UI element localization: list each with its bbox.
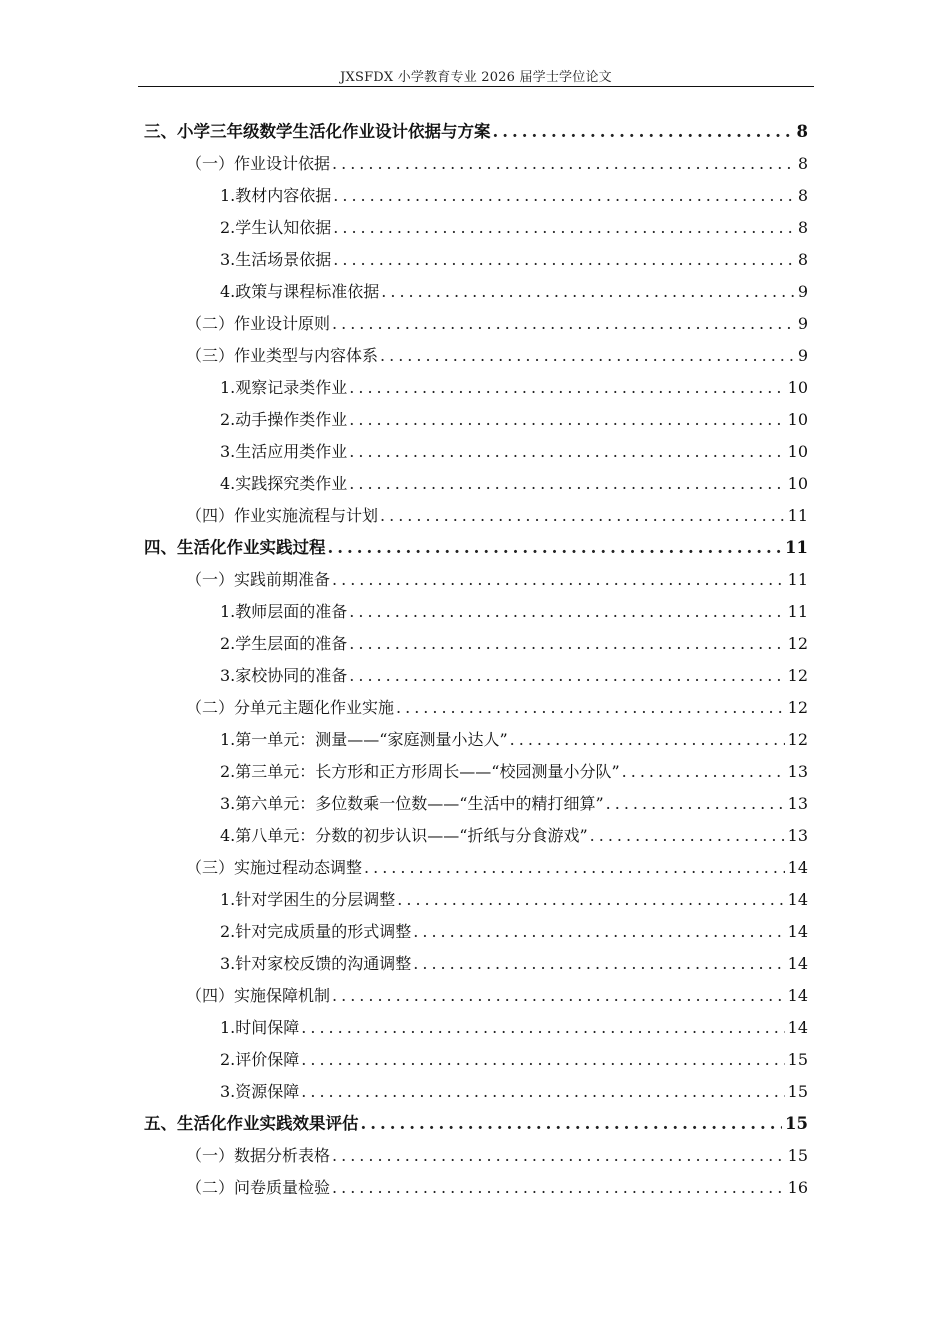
toc-entry-page-number: 10 — [787, 442, 808, 461]
toc-entry-page-number: 11 — [787, 506, 808, 525]
toc-entry-page-number: 12 — [787, 698, 808, 717]
dot-leader — [349, 436, 784, 468]
dot-leader — [413, 948, 784, 980]
dot-leader — [328, 532, 783, 564]
toc-entry[interactable] — [140, 1108, 808, 1140]
toc-entry-label: 3.资源保障 — [220, 1082, 300, 1101]
dot-leader — [332, 1172, 785, 1204]
toc-entry-page-number: 10 — [787, 474, 808, 493]
dot-leader — [333, 180, 795, 212]
toc-entry-label: 3.生活应用类作业 — [220, 442, 348, 461]
toc-entry-page-number: 11 — [787, 570, 808, 589]
dot-leader — [333, 244, 795, 276]
toc-entry[interactable] — [140, 116, 808, 148]
toc-entry-label: 3.生活场景依据 — [220, 250, 332, 269]
toc-entry-page-number: 14 — [787, 922, 808, 941]
toc-entry-page-number: 8 — [796, 122, 808, 141]
toc-entry[interactable] — [140, 916, 808, 948]
toc-entry-label: （四）实施保障机制 — [186, 986, 331, 1005]
toc-entry-page-number: 16 — [787, 1178, 808, 1197]
dot-leader — [397, 884, 784, 916]
dot-leader — [510, 724, 785, 756]
toc-entry-label: 4.政策与课程标准依据 — [220, 282, 380, 301]
toc-entry-label: 2.第三单元：长方形和正方形周长——“校园测量小分队” — [220, 762, 620, 781]
toc-entry-page-number: 12 — [787, 634, 808, 653]
dot-leader — [380, 500, 785, 532]
toc-entry[interactable] — [140, 1076, 808, 1108]
toc-entry-label: （一）实践前期准备 — [186, 570, 331, 589]
toc-entry-label: 1.时间保障 — [220, 1018, 300, 1037]
dot-leader — [301, 1044, 784, 1076]
toc-entry-page-number: 15 — [785, 1114, 808, 1133]
toc-entry-label: 4.第八单元：分数的初步认识——“折纸与分食游戏” — [220, 826, 588, 845]
toc-entry-label: 1.针对学困生的分层调整 — [220, 890, 396, 909]
dot-leader — [332, 564, 785, 596]
dot-leader — [606, 788, 785, 820]
dot-leader — [332, 308, 795, 340]
toc-entry-page-number: 12 — [787, 666, 808, 685]
toc-entry-label: （二）分单元主题化作业实施 — [186, 698, 395, 717]
toc-entry[interactable] — [140, 372, 808, 404]
toc-entry[interactable] — [140, 1140, 808, 1172]
dot-leader — [380, 340, 795, 372]
toc-entry[interactable] — [140, 852, 808, 884]
running-header: JXSFDX 小学教育专业 2026 届学士学位论文 — [340, 70, 612, 85]
toc-entry[interactable] — [140, 436, 808, 468]
dot-leader — [333, 212, 795, 244]
toc-entry-page-number: 9 — [797, 346, 808, 365]
toc-entry[interactable] — [140, 500, 808, 532]
toc-entry-label: （三）作业类型与内容体系 — [186, 346, 379, 365]
toc-entry[interactable] — [140, 596, 808, 628]
dot-leader — [622, 756, 785, 788]
dot-leader — [332, 980, 785, 1012]
dot-leader — [301, 1076, 784, 1108]
toc-entry[interactable] — [140, 948, 808, 980]
toc-entry-label: 1.教师层面的准备 — [220, 602, 348, 621]
toc-entry-label: （四）作业实施流程与计划 — [186, 506, 379, 525]
toc-entry[interactable] — [140, 1012, 808, 1044]
toc-entry[interactable] — [140, 308, 808, 340]
toc-entry-page-number: 14 — [787, 890, 808, 909]
toc-entry-page-number: 14 — [787, 1018, 808, 1037]
toc-entry-page-number: 15 — [787, 1146, 808, 1165]
toc-entry-page-number: 14 — [787, 986, 808, 1005]
toc-entry-page-number: 11 — [785, 538, 808, 557]
toc-entry-page-number: 8 — [797, 218, 808, 237]
toc-entry-page-number: 14 — [787, 858, 808, 877]
dot-leader — [349, 628, 784, 660]
dot-leader — [332, 1140, 785, 1172]
dot-leader — [364, 852, 785, 884]
toc-entry[interactable] — [140, 148, 808, 180]
toc-entry-label: 2.评价保障 — [220, 1050, 300, 1069]
toc-entry-page-number: 15 — [787, 1082, 808, 1101]
toc-entry[interactable] — [140, 820, 808, 852]
toc-entry[interactable] — [140, 340, 808, 372]
dot-leader — [590, 820, 785, 852]
toc-entry-label: （三）实施过程动态调整 — [186, 858, 363, 877]
dot-leader — [349, 468, 784, 500]
toc-entry-page-number: 13 — [787, 826, 808, 845]
dot-leader — [381, 276, 795, 308]
toc-entry-page-number: 13 — [787, 762, 808, 781]
toc-entry[interactable] — [140, 180, 808, 212]
toc-entry-label: （二）作业设计原则 — [186, 314, 331, 333]
toc-entry-label: （一）数据分析表格 — [186, 1146, 331, 1165]
dot-leader — [396, 692, 785, 724]
header-rule — [138, 86, 814, 87]
toc-entry-page-number: 8 — [797, 186, 808, 205]
dot-leader — [361, 1108, 783, 1140]
toc-entry[interactable] — [140, 884, 808, 916]
toc-entry[interactable] — [140, 756, 808, 788]
toc-entry-label: 五、生活化作业实践效果评估 — [144, 1114, 359, 1133]
toc-entry[interactable] — [140, 244, 808, 276]
toc-entry-label: 4.实践探究类作业 — [220, 474, 348, 493]
toc-entry[interactable] — [140, 212, 808, 244]
toc-entry-page-number: 15 — [787, 1050, 808, 1069]
toc-entry-label: （一）作业设计依据 — [186, 154, 331, 173]
toc-entry[interactable] — [140, 564, 808, 596]
dot-leader — [349, 660, 784, 692]
dot-leader — [349, 404, 784, 436]
dot-leader — [301, 1012, 784, 1044]
dot-leader — [349, 596, 784, 628]
toc-entry[interactable] — [140, 788, 808, 820]
toc-entry-label: 2.学生层面的准备 — [220, 634, 348, 653]
toc-entry-page-number: 9 — [797, 282, 808, 301]
toc-entry[interactable] — [140, 660, 808, 692]
toc-entry[interactable] — [140, 724, 808, 756]
toc-entry-label: 2.针对完成质量的形式调整 — [220, 922, 412, 941]
toc-entry-label: 四、生活化作业实践过程 — [144, 538, 326, 557]
toc-entry-page-number: 8 — [797, 250, 808, 269]
dot-leader — [413, 916, 784, 948]
toc-entry-page-number: 11 — [787, 602, 808, 621]
dot-leader — [349, 372, 784, 404]
dot-leader — [493, 116, 794, 148]
toc-entry-page-number: 10 — [787, 378, 808, 397]
toc-entry[interactable] — [140, 628, 808, 660]
toc-entry-label: 三、小学三年级数学生活化作业设计依据与方案 — [144, 122, 491, 141]
toc-entry-page-number: 8 — [797, 154, 808, 173]
toc-entry-label: 3.家校协同的准备 — [220, 666, 348, 685]
dot-leader — [332, 148, 795, 180]
toc-entry-label: 3.第六单元：多位数乘一位数——“生活中的精打细算” — [220, 794, 604, 813]
toc-entry-page-number: 13 — [787, 794, 808, 813]
toc-entry-label: 1.教材内容依据 — [220, 186, 332, 205]
toc-entry-label: 1.第一单元：测量——“家庭测量小达人” — [220, 730, 508, 749]
toc-entry[interactable] — [140, 1172, 808, 1204]
toc-entry[interactable] — [140, 468, 808, 500]
toc-entry-label: 3.针对家校反馈的沟通调整 — [220, 954, 412, 973]
toc-entry-label: 1.观察记录类作业 — [220, 378, 348, 397]
toc-entry[interactable] — [140, 1044, 808, 1076]
toc-entry[interactable] — [140, 692, 808, 724]
toc-entry-page-number: 9 — [797, 314, 808, 333]
toc-entry-page-number: 14 — [787, 954, 808, 973]
toc-entry[interactable] — [140, 980, 808, 1012]
toc-entry[interactable] — [140, 276, 808, 308]
toc-entry-label: （二）问卷质量检验 — [186, 1178, 331, 1197]
toc-entry-page-number: 10 — [787, 410, 808, 429]
toc-entry-label: 2.学生认知依据 — [220, 218, 332, 237]
table-of-contents — [140, 116, 808, 1204]
toc-entry[interactable] — [140, 532, 808, 564]
toc-entry-page-number: 12 — [787, 730, 808, 749]
toc-entry-label: 2.动手操作类作业 — [220, 410, 348, 429]
toc-entry[interactable] — [140, 404, 808, 436]
